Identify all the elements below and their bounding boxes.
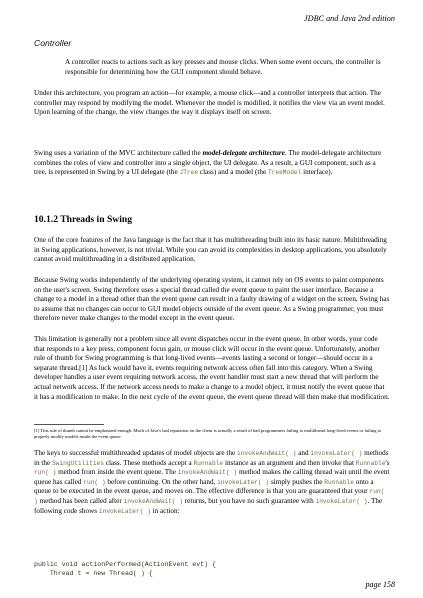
paragraph-threads-1 <box>34 236 390 265</box>
text-run: . The model-delegate architecture combines the roles of view and controller into a single object, the UI delegate. As a result, a GUI component, such as a tree, is represented in Swing by a UI delegate (the <box>34 149 382 177</box>
text-run: method makes the calling thread wait until the event queue has called <box>34 468 390 486</box>
text-run: 's <box>385 458 390 467</box>
text-run: The keys to successful multithreaded updates of model objects are the <box>34 449 237 457</box>
paragraph-text <box>34 449 390 516</box>
text-run: interface). <box>301 168 333 177</box>
code-term: run( ) <box>83 478 106 486</box>
footnote: [1] This rule of thumb cannot be emphasized enough. Much of Java's bad reputation on the client is actually a result of bad programmers failing to multithread long-lived events or failing to properly modify models inside the event queue. <box>34 428 382 439</box>
code-term: Runnable <box>193 459 224 467</box>
text-run: methods in the <box>34 449 389 467</box>
paragraph-controller-note <box>65 58 390 77</box>
code-term: run( ) <box>34 488 385 505</box>
page-number: page 158 <box>365 580 395 589</box>
paragraph-text: Because Swing works independently of the underlying operating system, it cannot rely on OS events to paint components on the user's screen. Swing therefore uses a special thread called the event queue to paint the user interface. Because a change to a model in a thread other than the event queue can result in a faulty drawing of a widget on the screen, Swing has to assume that no changes can occur to GUI model objects outside of the event queue. As a Swing programmer, you must therefore never make changes to the model except in the event queue. <box>34 276 390 323</box>
code-term: SwingUtilities <box>51 459 104 467</box>
footnote-divider <box>34 424 104 425</box>
code-term: JTree <box>179 169 199 177</box>
section-label: Controller <box>34 38 72 48</box>
paragraph-swing-variation <box>34 149 390 178</box>
paragraph-text: This limitation is generally not a problem since all event dispatches occur in the event queue. In other words, your code that responds to a key press, component focus gain, or mouse click will occur in the event queue. Unfortunately, another rule of thumb for Swing programming is that long-lived events—events lasting a second or longer—should occur in a separate thread.[1] As luck would have it, events requiring network access often fall into this category. When a Swing developer handles a user event requiring network access, the event handler must start a new thread that will perform the actual network access. If the network access needs to make a change to a model object, it must notify the event queue that it has a modification to make. In the next cycle of the event queue, the event queue thread will then make that modification. <box>34 335 390 401</box>
text-run: simply pushes the <box>269 477 325 486</box>
code-line: public void actionPerformed(ActionEvent evt) { <box>34 561 217 568</box>
paragraph-arch-intro <box>34 89 390 118</box>
paragraph-keys <box>34 449 390 516</box>
code-term: invokeLater( ) <box>98 507 151 515</box>
text-run: before continuing. On the other hand, <box>105 477 218 486</box>
text-run: class. These methods accept a <box>103 458 194 467</box>
paragraph-text: A controller reacts to actions such as key presses and mouse clicks. When some event occurs, the controller is responsible for determining how the GUI component should behave. <box>65 58 381 76</box>
code-term: invokeAndWait( ) <box>123 497 183 505</box>
text-run: method from inside the event queue. The <box>56 468 178 477</box>
code-term: run( ) <box>34 469 57 477</box>
code-term: invokeLater( ) <box>310 450 363 457</box>
code-term: Runnable <box>355 459 386 467</box>
code-term: invokeAndWait( ) <box>236 450 297 457</box>
text-run: returns, but you have no such guarantee with <box>182 496 316 505</box>
paragraph-text: Under this architecture, you program an action—for example, a mouse click—and a controller interprets that action. The controller may respond by modifying the model. Whenever the model is modified, it notifies the view via an event model. Upon learning of the change, the view changes the way it displays itself on screen. <box>34 89 385 117</box>
text-run: Swing uses a variation of the MVC architecture called the <box>34 149 203 157</box>
text-run: . The following code shows <box>34 496 383 515</box>
section-heading: 10.1.2 Threads in Swing <box>34 214 133 225</box>
running-header: JDBC and Java 2nd edition <box>304 14 395 23</box>
code-term: TreeModel <box>267 169 302 177</box>
code-term: invokeLater( ) <box>217 478 270 486</box>
paragraph-threads-2 <box>34 276 390 324</box>
paragraph-text <box>34 149 390 178</box>
code-block <box>34 560 390 578</box>
paragraph-threads-3 <box>34 335 390 402</box>
code-term: invokeAndWait( ) <box>177 469 238 477</box>
code-term: Runnable <box>324 478 354 486</box>
text-run: class) and a model (the <box>198 168 268 177</box>
emphasis-term: model-delegate architecture <box>202 149 285 157</box>
paragraph-text: One of the core features of the Java language is the fact that it has multithreading built into its basic nature. Multithreading in Swing applications, however, is not trivial. While you can avoid its complexities in desktop applications, you absolutely cannot avoid multithreading in a distributed application. <box>34 236 387 264</box>
text-run: method has been called after <box>37 496 124 505</box>
code-term: invokeLater( ) <box>315 497 368 505</box>
text-run: instance as an argument and then invoke that <box>223 458 356 467</box>
code-line: Thread t = new Thread( ) { <box>34 570 153 577</box>
text-run: onto a queue to be executed in the event queue, and moves on. The effective difference is that you are guaranteed that your <box>34 477 374 496</box>
text-run: and <box>296 449 311 457</box>
text-run: in action: <box>150 506 180 515</box>
